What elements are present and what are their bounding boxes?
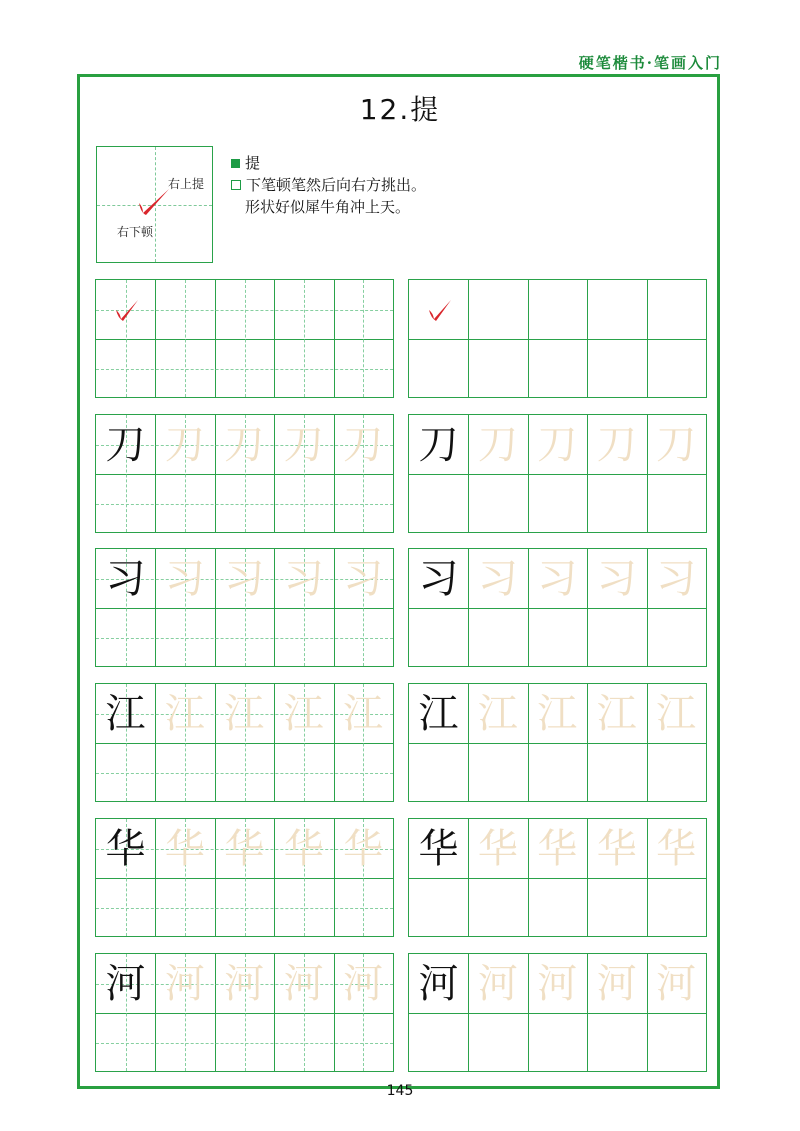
trace-character: 江	[596, 690, 637, 737]
trace-character: 江	[224, 690, 265, 737]
trace-character: 刀	[283, 421, 324, 468]
trace-character: 华	[343, 825, 384, 872]
description-line-2: 形状好似犀牛角冲上天。	[245, 198, 411, 216]
practice-grid	[408, 818, 707, 937]
filled-square-bullet-icon	[231, 159, 240, 168]
trace-character: 刀	[596, 421, 637, 468]
trace-character: 习	[283, 555, 324, 602]
trace-character: 江	[537, 690, 578, 737]
trace-character: 河	[164, 960, 205, 1007]
stroke-start-label: 右下顿	[117, 225, 154, 239]
stroke-name: 提	[245, 154, 261, 172]
practice-grid	[408, 414, 707, 533]
model-character: 习	[418, 555, 459, 602]
trace-character: 习	[164, 555, 205, 602]
trace-character: 习	[656, 555, 697, 602]
trace-character: 华	[656, 825, 697, 872]
trace-character: 河	[596, 960, 637, 1007]
trace-character: 江	[656, 690, 697, 737]
trace-character: 刀	[164, 421, 205, 468]
practice-grid	[95, 548, 394, 667]
trace-character: 刀	[656, 421, 697, 468]
practice-grid	[408, 548, 707, 667]
trace-character: 华	[596, 825, 637, 872]
description-line-1: 下笔顿笔然后向右方挑出。	[246, 176, 427, 194]
trace-character: 河	[343, 960, 384, 1007]
model-character: 习	[105, 555, 146, 602]
model-character: 华	[105, 825, 146, 872]
trace-character: 河	[537, 960, 578, 1007]
empty-square-bullet-icon	[231, 180, 241, 190]
trace-character: 习	[596, 555, 637, 602]
trace-character: 习	[537, 555, 578, 602]
stroke-description	[231, 152, 426, 218]
trace-character: 江	[164, 690, 205, 737]
stroke-demo-box	[96, 146, 213, 263]
model-character: 华	[418, 825, 459, 872]
practice-grid	[95, 818, 394, 937]
practice-grid	[95, 414, 394, 533]
trace-character: 刀	[343, 421, 384, 468]
trace-character: 河	[224, 960, 265, 1007]
model-character: 河	[418, 960, 459, 1007]
tick-stroke-icon	[96, 280, 155, 339]
model-character: 刀	[105, 421, 146, 468]
trace-character: 华	[537, 825, 578, 872]
book-title: 硬笔楷书·笔画入门	[578, 54, 722, 72]
trace-character: 习	[224, 555, 265, 602]
page-number: 145	[386, 1083, 414, 1099]
practice-grid	[408, 953, 707, 1072]
model-character: 江	[105, 690, 146, 737]
trace-character: 华	[477, 825, 518, 872]
model-character: 刀	[418, 421, 459, 468]
trace-character: 江	[343, 690, 384, 737]
practice-grid	[95, 279, 394, 398]
trace-character: 习	[343, 555, 384, 602]
trace-character: 江	[283, 690, 324, 737]
trace-character: 江	[477, 690, 518, 737]
trace-character: 河	[477, 960, 518, 1007]
trace-character: 刀	[537, 421, 578, 468]
model-character: 江	[418, 690, 459, 737]
stroke-end-label: 右上提	[168, 177, 205, 191]
trace-character: 华	[164, 825, 205, 872]
practice-grid	[408, 279, 707, 398]
trace-character: 刀	[477, 421, 518, 468]
tick-stroke-icon	[97, 147, 214, 264]
trace-character: 河	[656, 960, 697, 1007]
tick-stroke-icon	[409, 280, 468, 339]
practice-grid	[95, 953, 394, 1072]
trace-character: 刀	[224, 421, 265, 468]
practice-grid	[95, 683, 394, 802]
model-character: 河	[105, 960, 146, 1007]
trace-character: 河	[283, 960, 324, 1007]
trace-character: 华	[283, 825, 324, 872]
practice-grid	[408, 683, 707, 802]
lesson-title: 12.提	[359, 93, 441, 126]
trace-character: 华	[224, 825, 265, 872]
trace-character: 习	[477, 555, 518, 602]
